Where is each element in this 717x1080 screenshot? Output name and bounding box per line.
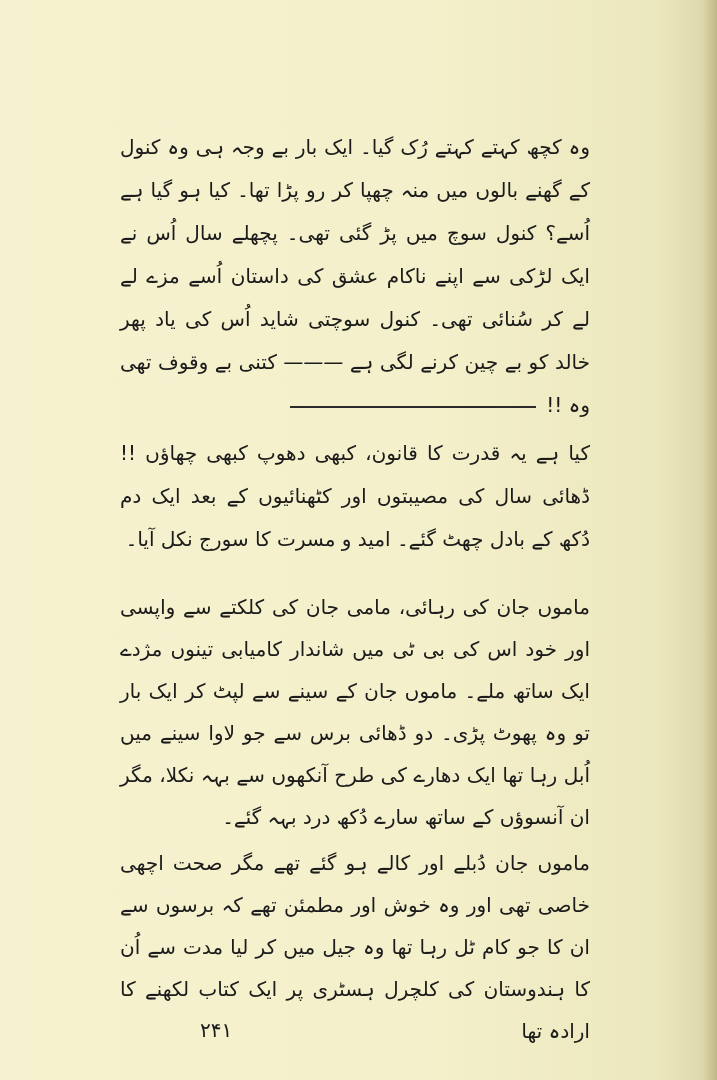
section-divider bbox=[290, 406, 536, 408]
paragraph-3: ماموں جان کی رہائی، مامی جان کی کلکتے سے واپسی اور خود اس کی بی ٹی میں شاندار کامیابی تینوں مژدے ایک ساتھ ملے۔ ماموں جان کے سینے سے لپٹ کر ایک بار تو وہ پھوٹ پڑی۔ دو ڈھائی برس سے جو لاوا سینے میں اُبل رہا تھا ایک دھارے کی طرح آنکھوں سے بہہ نکلا، مگر ان آنسوؤں کے ساتھ سارے دُکھ درد بہہ گئے۔ bbox=[120, 595, 590, 829]
page-number: ۲۴۱ bbox=[200, 1018, 233, 1042]
paragraph-2: کیا ہے یہ قدرت کا قانون، کبھی دھوپ کبھی چھاؤں !! ڈھائی سال کی مصیبتوں اور کٹھنائیوں کے بعد ایک دم دُکھ کے بادل چھٹ گئے۔ امید و مسرت کا سورج نکل آیا۔ bbox=[120, 441, 590, 551]
page-binding-edge bbox=[703, 0, 717, 1080]
paragraph-1: وہ کچھ کہتے کہتے رُک گیا۔ ایک بار بے وجہ ہی وہ کنول کے گھنے بالوں میں منہ چھپا کر رو پڑا تھا۔ کیا ہو گیا ہے اُسے؟ کنول سوچ میں پڑ گئی تھی۔ پچھلے سال اُس نے ایک لڑکی سے اپنے ناکام عشق کی داستان اُسے مزے لے لے کر سُنائی تھی۔ کنول سوچتی شاید اُس کی یاد پھر خالد کو بے چین کرنے لگی ہے ——— کتنی بے وقوف تھی وہ !! bbox=[120, 135, 590, 417]
paragraph-4: ماموں جان دُبلے اور کالے ہو گئے تھے مگر صحت اچھی خاصی تھی اور وہ خوش اور مطمئن تھے کہ برسوں سے ان کا جو کام ٹل رہا تھا وہ جیل میں کر لیا مدت سے اُن کا ہندوستان کی کلچرل ہسٹری پر ایک کتاب لکھنے کا ارادہ تھا bbox=[120, 851, 590, 1043]
